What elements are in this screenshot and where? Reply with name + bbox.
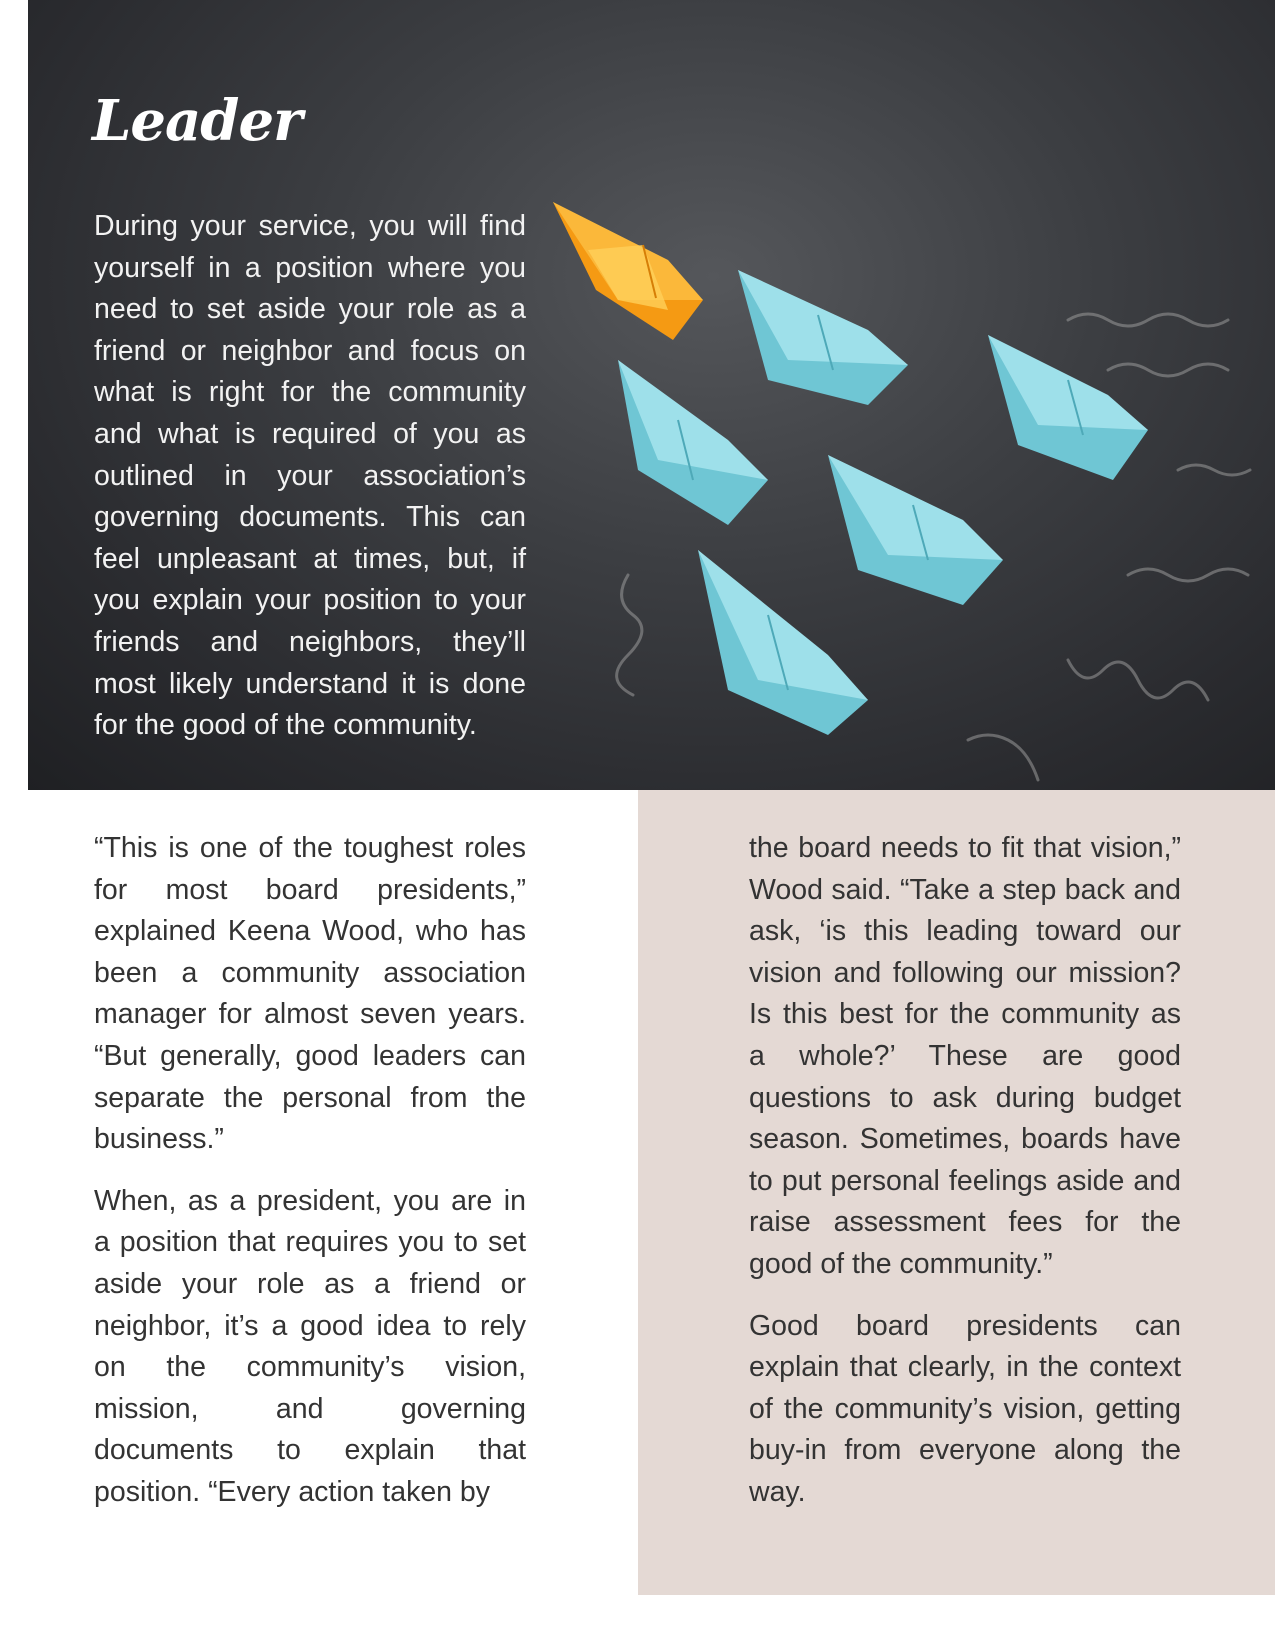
orange-boat xyxy=(553,202,703,340)
body-paragraph: the board needs to fit that vision,” Wood said. “Take a step back and ask, ‘is this leading toward our vision and following our mission? Is this best for the community as a whole?’ These are good questions to ask during budget season. Sometimes, boards have to put personal feelings aside and raise assessment fees for the good of the community.” xyxy=(749,832,1181,1280)
teal-boat xyxy=(988,335,1148,480)
body-paragraph: When, as a president, you are in a position that requires you to set aside your role as a friend or neighbor, it’s a good idea to rely on the community’s vision, mission, and governing documents to explain that position. “Every action taken by xyxy=(94,1184,526,1508)
article-left-column xyxy=(94,828,526,1534)
body-paragraph: “This is one of the toughest roles for most board presidents,” explained Keena Wood, who has been a community association manager for almost seven years. “But generally, good leaders can separate the personal from the business.” xyxy=(94,832,526,1156)
teal-boat xyxy=(738,270,908,405)
article-right-column xyxy=(749,828,1181,1534)
page-title: Leader xyxy=(92,88,302,154)
teal-boat xyxy=(828,455,1003,605)
intro-paragraph: During your service, you will find yourself in a position where you need to set aside your role as a friend or neighbor and focus on what is right for the community and what is required of you as outlined in your association’s governing documents. This can feel unpleasant at times, but, if you explain your position to your friends and neighbors, they’ll most likely understand it is done for the good of the community. xyxy=(94,210,526,742)
teal-boat xyxy=(698,550,868,735)
teal-boat xyxy=(618,360,768,525)
body-paragraph: Good board presidents can explain that clearly, in the context of the community’s vision, getting buy-in from everyone along the way. xyxy=(749,1309,1181,1508)
hero-banner xyxy=(28,0,1275,790)
